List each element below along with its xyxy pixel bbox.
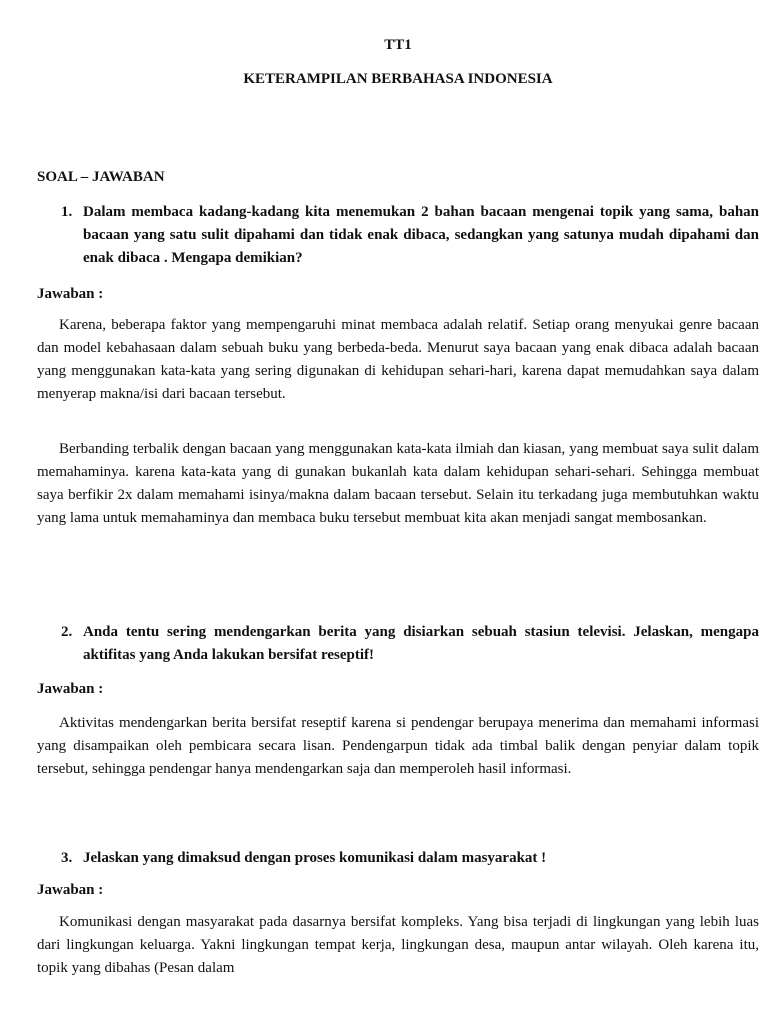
- answer-1-paragraph-1: Karena, beberapa faktor yang mempengaruhi minat membaca adalah relatif. Setiap orang menyukai genre bacaan dan model kebahasaan dalam sebuah buku yang berbeda-beda. Menurut saya bacaan yang enak dibaca adalah bacaan yang menggunakan kata-kata yang sering digunakan di kehidupan sehari-hari, karena dapat memudahkan saya dalam menyerap makna/isi dari bacaan tersebut.: [37, 317, 759, 402]
- answer-label-2: Jawaban :: [37, 681, 104, 697]
- question-number: 3.: [61, 850, 73, 866]
- question-text: Anda tentu sering mendengarkan berita yang disiarkan sebuah stasiun televisi. Jelaskan, mengapa aktifitas yang Anda lakukan bersifat reseptif!: [83, 624, 759, 663]
- document-page: [37, 0, 759, 1024]
- answer-1-paragraph-2: Berbanding terbalik dengan bacaan yang menggunakan kata-kata ilmiah dan kiasan, yang membuat saya sulit dalam memahaminya. karena kata-kata yang di gunakan bukanlah kata dalam kehidupan sehari-sehari. Sehingga membuat saya berfikir 2x dalam memahami isinya/makna dalam bacaan tersebut. Selain itu terkadang juga membutuhkan waktu yang lama untuk memahaminya dan membaca buku tersebut membuat kita akan menjadi sangat membosankan.: [37, 441, 759, 526]
- document-title: TT1: [384, 37, 412, 53]
- question-3: [37, 847, 759, 870]
- question-text: Dalam membaca kadang-kadang kita menemukan 2 bahan bacaan mengenai topik yang sama, bahan bacaan yang satu sulit dipahami dan tidak enak dibaca, sedangkan yang satunya mudah dipahami dan enak dibaca . Mengapa demikian?: [83, 204, 759, 266]
- section-heading: SOAL – JAWABAN: [37, 169, 165, 185]
- document-subtitle: KETERAMPILAN BERBAHASA INDONESIA: [243, 71, 553, 87]
- question-1: [37, 201, 759, 270]
- answer-label-1: Jawaban :: [37, 286, 104, 302]
- question-2: [37, 621, 759, 667]
- answer-3-paragraph-1: Komunikasi dengan masyarakat pada dasarnya bersifat kompleks. Yang bisa terjadi di lingkungan yang lebih luas dari lingkungan keluarga. Yakni lingkungan tempat kerja, lingkungan desa, maupun antar wilayah. Oleh karena itu, topik yang dibahas (Pesan dalam: [37, 914, 759, 976]
- question-number: 2.: [61, 624, 73, 640]
- question-number: 1.: [61, 204, 73, 220]
- question-text: Jelaskan yang dimaksud dengan proses komunikasi dalam masyarakat !: [83, 850, 547, 866]
- answer-label-3: Jawaban :: [37, 882, 104, 898]
- answer-2-paragraph-1: Aktivitas mendengarkan berita bersifat reseptif karena si pendengar berupaya menerima dan memahami informasi yang disampaikan oleh pembicara secara lisan. Pendengarpun tidak ada timbal balik dengan penyiar dalam topik tersebut, sehingga pendengar hanya mendengarkan saja dan memperoleh hasil informasi.: [37, 715, 759, 777]
